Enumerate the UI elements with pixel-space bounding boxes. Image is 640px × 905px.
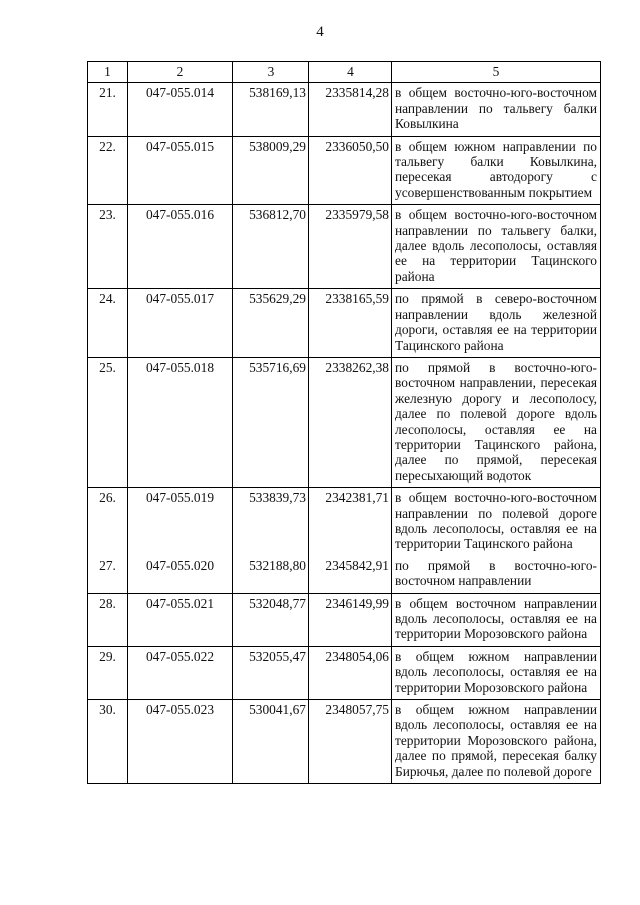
point-code: 047-055.018	[128, 357, 233, 487]
header-col-4: 4	[309, 62, 392, 83]
boundary-description: по прямой в восточно-юго-восточном направлении, пересекая железную дорогу и лесополосу, далее по полевой дороге вдоль лесополосы, оставляя ее на территории Тацинского района, далее по прямой, пересекая пересыхающий водоток	[392, 357, 601, 487]
table-row	[88, 700, 601, 784]
table-row	[88, 205, 601, 289]
row-number: 21.	[88, 83, 128, 136]
coord-x: 532188,80	[233, 556, 309, 593]
point-code: 047-055.022	[128, 646, 233, 699]
page-number: 4	[316, 24, 324, 40]
point-code: 047-055.020	[128, 556, 233, 593]
coord-x: 536812,70	[233, 205, 309, 289]
header-row	[88, 62, 601, 83]
table-row	[88, 488, 601, 556]
coord-y: 2336050,50	[309, 136, 392, 205]
boundary-table	[87, 61, 601, 784]
row-number: 25.	[88, 357, 128, 487]
table-body	[88, 83, 601, 784]
table-header	[88, 62, 601, 83]
boundary-description: в общем восточно-юго-восточном направлении по тальвегу балки, далее вдоль лесополосы, оставляя ее на территории Тацинского района	[392, 205, 601, 289]
boundary-description: в общем восточном направлении вдоль лесополосы, оставляя ее на территории Морозовского района	[392, 593, 601, 646]
coord-x: 533839,73	[233, 488, 309, 556]
header-col-3: 3	[233, 62, 309, 83]
row-number: 28.	[88, 593, 128, 646]
row-number: 23.	[88, 205, 128, 289]
point-code: 047-055.016	[128, 205, 233, 289]
point-code: 047-055.023	[128, 700, 233, 784]
table-row	[88, 136, 601, 205]
row-number: 22.	[88, 136, 128, 205]
point-code: 047-055.019	[128, 488, 233, 556]
boundary-description: по прямой в восточно-юго-восточном направлении	[392, 556, 601, 593]
boundary-description: в общем южном направлении по тальвегу балки Ковылкина, пересекая автодорогу с усовершенствованным покрытием	[392, 136, 601, 205]
point-code: 047-055.017	[128, 289, 233, 358]
boundary-description: в общем восточно-юго-восточном направлении по полевой дороге вдоль лесополосы, оставляя ее на территории Тацинского района	[392, 488, 601, 556]
coord-x: 532055,47	[233, 646, 309, 699]
coord-y: 2338262,38	[309, 357, 392, 487]
row-number: 26.	[88, 488, 128, 556]
header-col-5: 5	[392, 62, 601, 83]
boundary-description: по прямой в северо-восточном направлении вдоль железной дороги, оставляя ее на территории Тацинского района	[392, 289, 601, 358]
row-number: 24.	[88, 289, 128, 358]
coord-x: 538009,29	[233, 136, 309, 205]
boundary-description: в общем восточно-юго-восточном направлении по тальвегу балки Ковылкина	[392, 83, 601, 136]
coord-y: 2346149,99	[309, 593, 392, 646]
coord-y: 2335979,58	[309, 205, 392, 289]
row-number: 30.	[88, 700, 128, 784]
coord-x: 538169,13	[233, 83, 309, 136]
row-number: 29.	[88, 646, 128, 699]
point-code: 047-055.021	[128, 593, 233, 646]
table-row	[88, 357, 601, 487]
table-row	[88, 593, 601, 646]
table-row	[88, 646, 601, 699]
coord-x: 532048,77	[233, 593, 309, 646]
boundary-description: в общем южном направлении вдоль лесополосы, оставляя ее на территории Морозовского района	[392, 646, 601, 699]
row-number: 27.	[88, 556, 128, 593]
coord-y: 2342381,71	[309, 488, 392, 556]
table-row	[88, 289, 601, 358]
coord-x: 535716,69	[233, 357, 309, 487]
coord-x: 530041,67	[233, 700, 309, 784]
coord-y: 2348057,75	[309, 700, 392, 784]
coord-y: 2335814,28	[309, 83, 392, 136]
coord-y: 2338165,59	[309, 289, 392, 358]
coord-y: 2345842,91	[309, 556, 392, 593]
point-code: 047-055.014	[128, 83, 233, 136]
coord-x: 535629,29	[233, 289, 309, 358]
coord-y: 2348054,06	[309, 646, 392, 699]
header-col-1: 1	[88, 62, 128, 83]
table-row	[88, 556, 601, 593]
table-row	[88, 83, 601, 136]
point-code: 047-055.015	[128, 136, 233, 205]
boundary-description: в общем южном направлении вдоль лесополосы, оставляя ее на территории Морозовского района, далее по прямой, пересекая балку Бирючья, далее по полевой дороге	[392, 700, 601, 784]
header-col-2: 2	[128, 62, 233, 83]
